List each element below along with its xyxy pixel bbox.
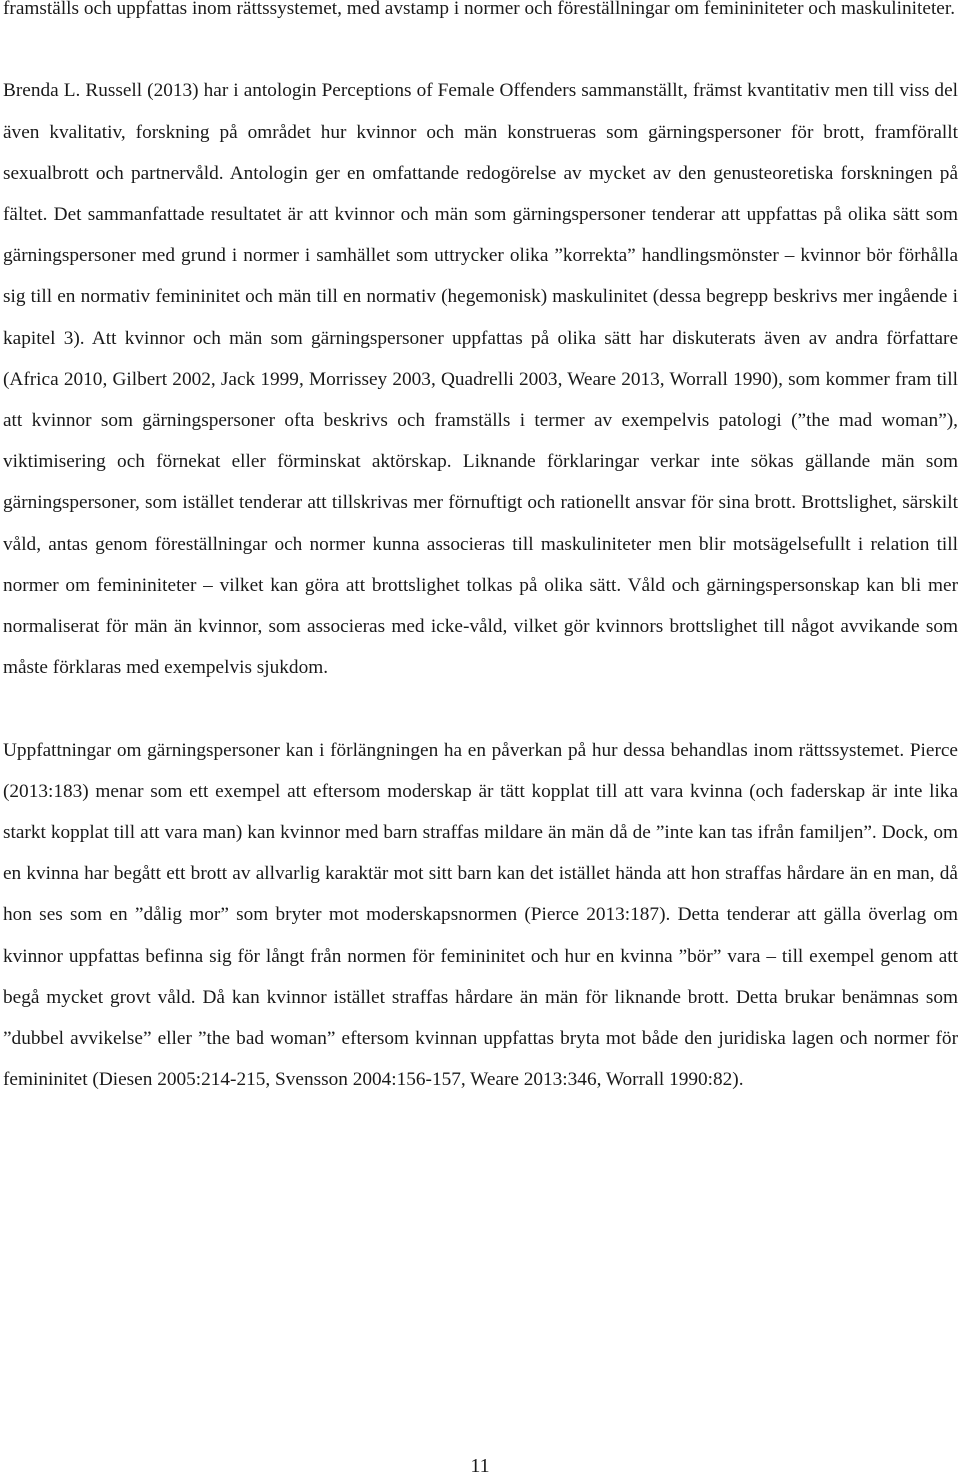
page-number: 11 bbox=[470, 1455, 490, 1477]
paragraph-legal-treatment: Uppfattningar om gärningspersoner kan i förlängningen ha en påverkan på hur dessa behandlas inom rättssystemet. Pierce (2013:183) menar som ett exempel att eftersom moderskap är tätt kopplat till att vara kvinna (och faderskap är inte lika starkt kopplat till att vara man) kan kvinnor med barn straffas mildare än män då de ”inte kan tas ifrån familjen”. Dock, om en kvinna har begått ett brott av allvarlig karaktär mot sitt barn kan det istället hända att hon straffas hårdare än en man, då hon ses som en ”dålig mor” som bryter mot moderskapsnormen (Pierce 2013:187). Detta tenderar att gälla överlag om kvinnor uppfattas befinna sig för långt från normen för femininitet och hur en kvinna ”bör” vara – till exempel genom att begå mycket grovt våld. Då kan kvinnor istället straffas hårdare än män för liknande brott. Detta brukar benämnas som ”dubbel avvikelse” eller ”the bad woman” eftersom kvinnan uppfattas bryta mot både den juridiska lagen och normer för femininitet (Diesen 2005:214-215, Svensson 2004:156-157, Weare 2013:346, Worrall 1990:82). bbox=[3, 739, 958, 1091]
paragraph-continuation: framställs och uppfattas inom rättssystemet, med avstamp i normer och föreställningar om femininiteter och maskuliniteter. bbox=[3, 0, 956, 19]
paragraph-russell-antology: Brenda L. Russell (2013) har i antologin Perceptions of Female Offenders sammanställt, främst kvantitativ men till viss del även kvalitativ, forskning på området hur kvinnor och män konstrueras som gärningspersoner för brott, framförallt sexualbrott och partnervåld. Antologin ger en omfattande redogörelse av mycket av den genusteoretiska forskningen på fältet. Det sammanfattade resultatet är att kvinnor och män som gärningspersoner tenderar att uppfattas på olika sätt som gärningspersoner med grund i normer i samhället som uttrycker olika ”korrekta” handlingsmönster – kvinnor bör förhålla sig till en normativ femininitet och män till en normativ (hegemonisk) maskulinitet (dessa begrepp beskrivs mer ingående i kapitel 3). Att kvinnor och män som gärningspersoner uppfattas på olika sätt har diskuterats även av andra författare (Africa 2010, Gilbert 2002, Jack 1999, Morrissey 2003, Quadrelli 2003, Weare 2013, Worrall 1990), som kommer fram till att kvinnor som gärningspersoner ofta beskrivs och framställs i termer av exempelvis patologi (”the mad woman”), viktimisering och förnekat eller förminskat aktörskap. Liknande förklaringar verkar inte sökas gällande män som gärningspersoner, som istället tenderar att tillskrivas mer förnuftigt och rationellt ansvar för sina brott. Brottslighet, särskilt våld, antas genom föreställningar och normer kunna associeras till maskuliniteter men blir motsägelsefullt i relation till normer om femininiteter – vilket kan göra att brottslighet tolkas på olika sätt. Våld och gärningspersonskap kan bli mer normaliserat för män än kvinnor, som associeras med icke-våld, vilket gör kvinnors brottslighet till något avvikande som måste förklaras med exempelvis sjukdom. bbox=[3, 80, 958, 679]
